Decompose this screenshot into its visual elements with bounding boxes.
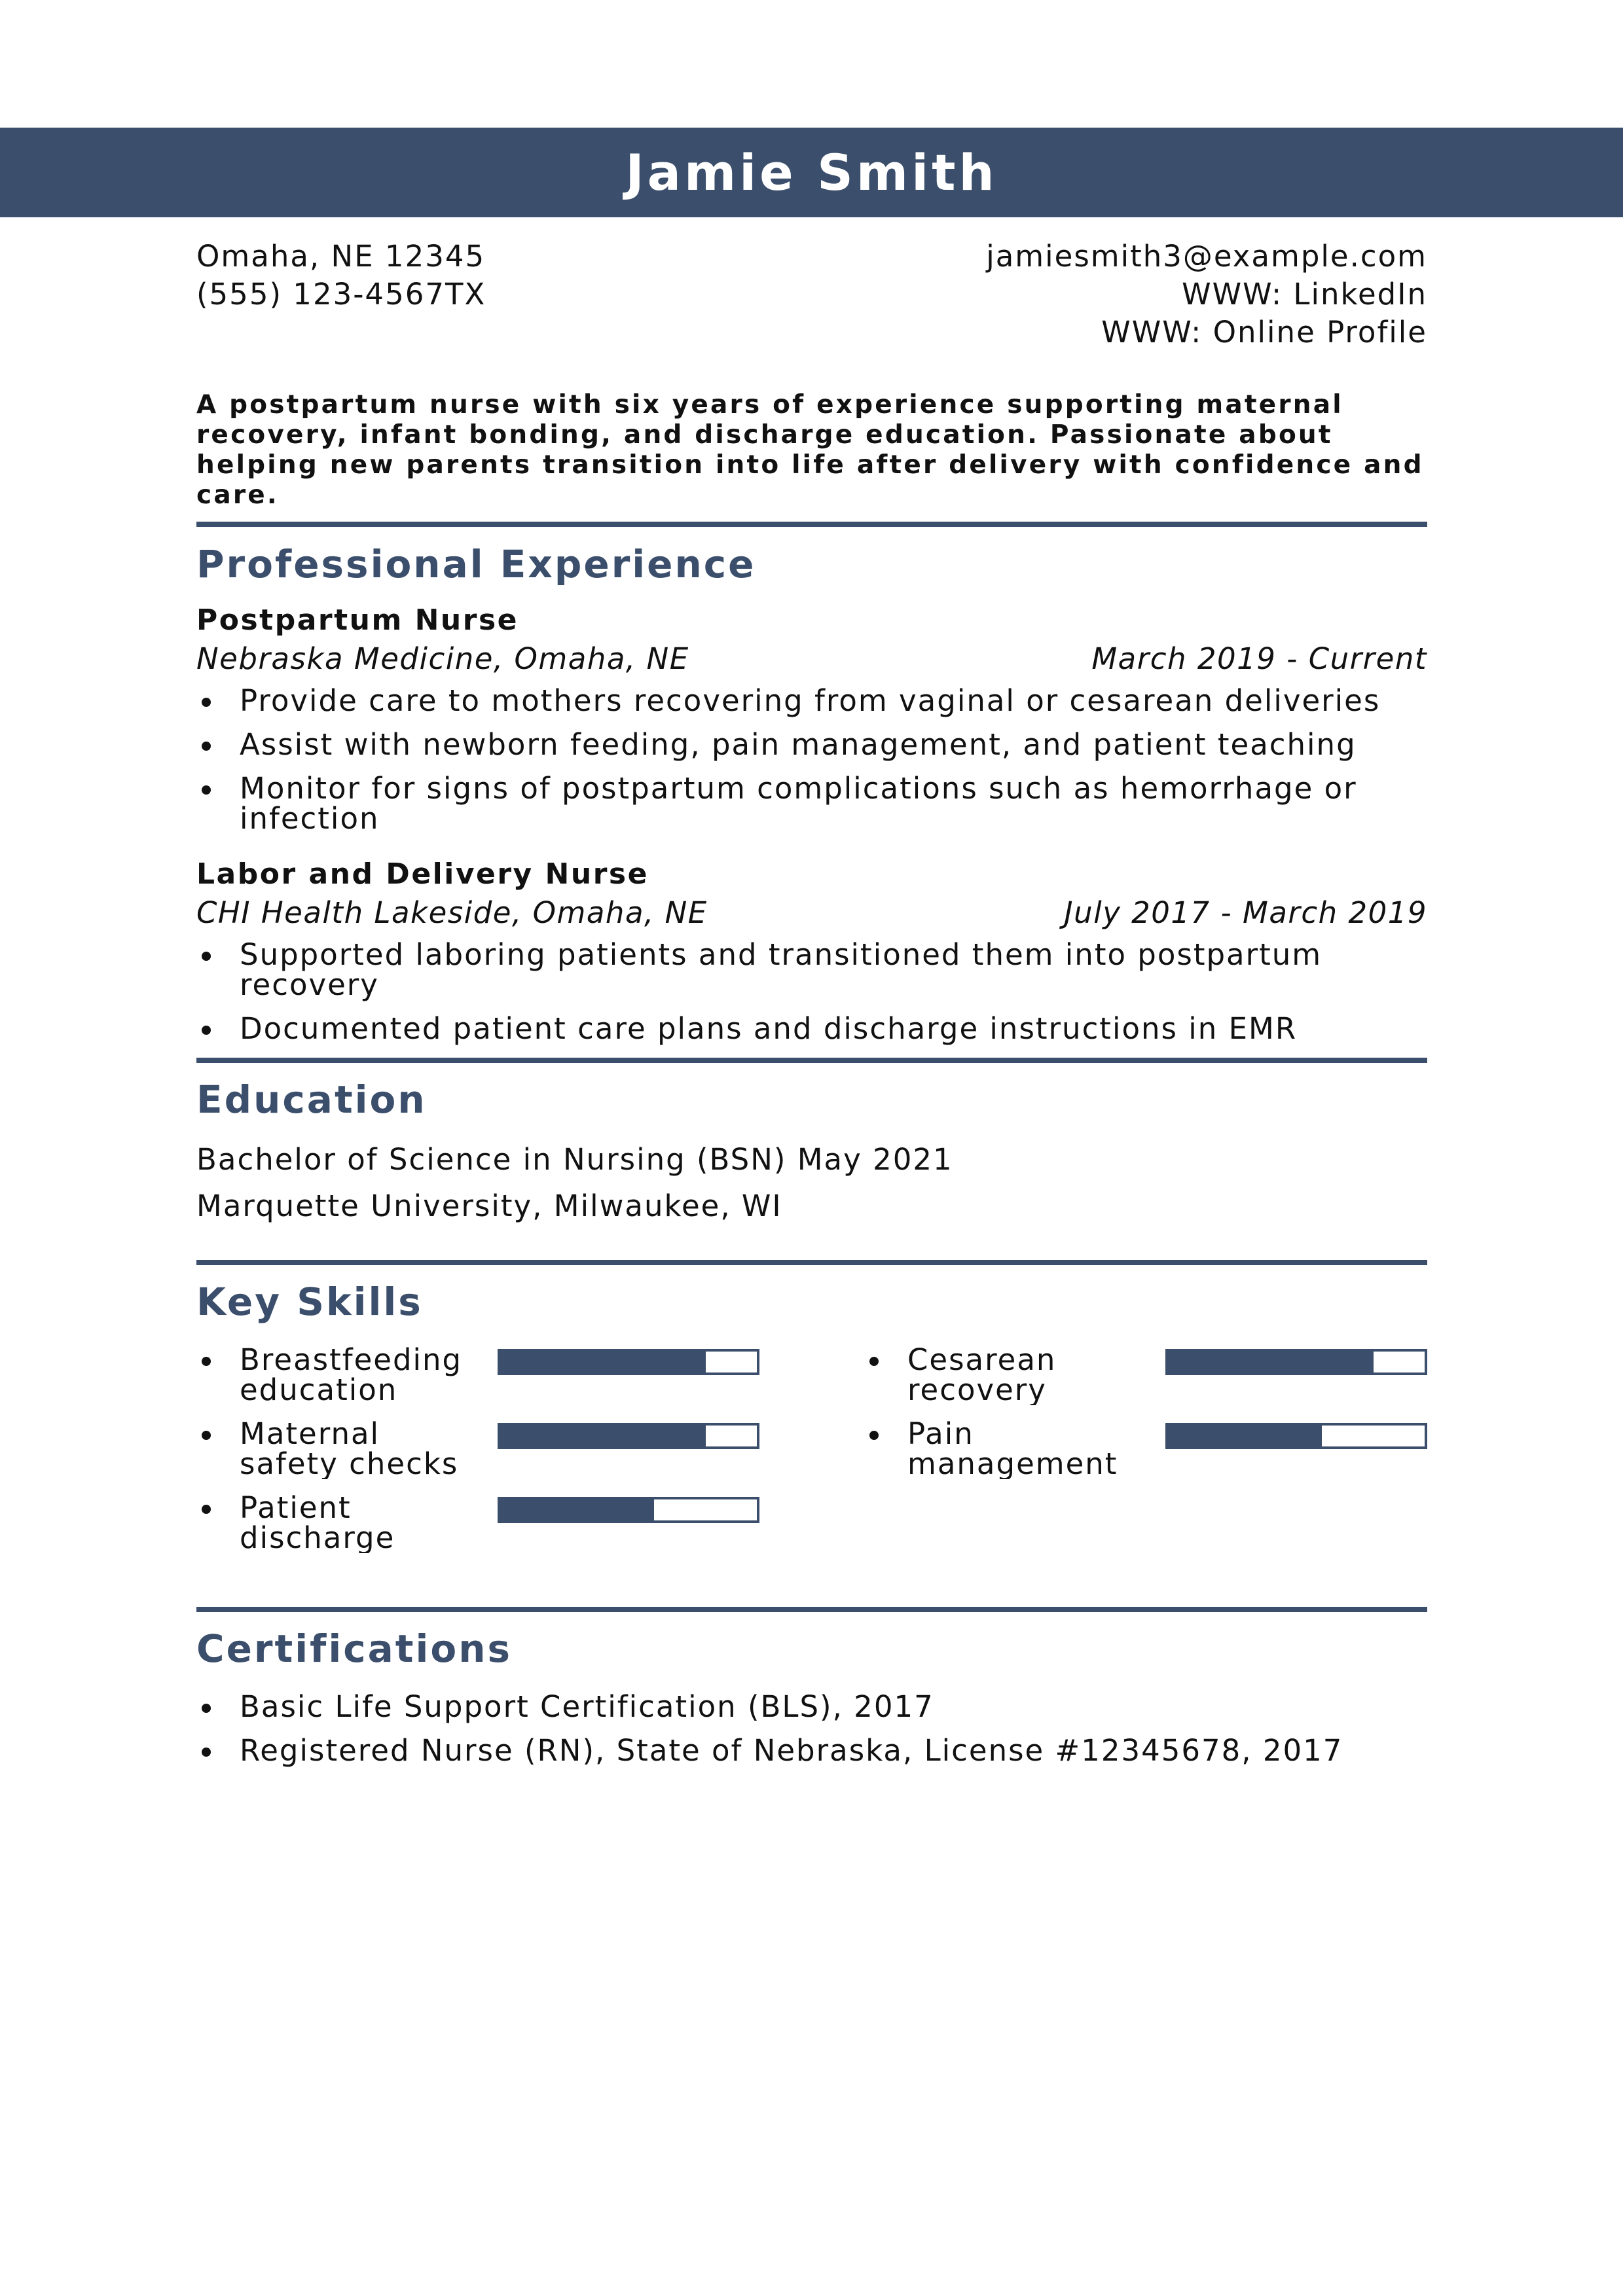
job-entry xyxy=(196,857,1427,1058)
skill-level-fill xyxy=(1168,1426,1322,1446)
skill-name: Patient discharge xyxy=(240,1493,395,1553)
skill-name: Breastfeeding education xyxy=(240,1345,463,1405)
section-title-certifications: Certifications xyxy=(196,1626,513,1671)
contact-block xyxy=(196,239,1427,353)
job-title: Labor and Delivery Nurse xyxy=(196,857,649,891)
skill-name: Pain management xyxy=(907,1419,1118,1479)
skill-level-bar xyxy=(1165,1349,1427,1375)
skill-level-fill xyxy=(500,1426,706,1446)
skill-level-bar xyxy=(498,1349,759,1375)
candidate-name: Jamie Smith xyxy=(625,143,998,202)
list-item: Registered Nurse (RN), State of Nebraska, License #12345678, 2017 xyxy=(196,1736,1427,1766)
section-title-experience: Professional Experience xyxy=(196,542,756,586)
job-organization: Nebraska Medicine, Omaha, NE xyxy=(196,641,689,676)
list-item: Provide care to mothers recovering from vaginal or cesarean deliveries xyxy=(196,686,1427,716)
summary: A postpartum nurse with six years of experience supporting maternal recovery, infant bonding, and discharge education. Passionate about helping new parents transition into life after delivery with confidence and care. xyxy=(196,390,1424,510)
list-item: Supported laboring patients and transitioned them into postpartum recovery xyxy=(196,940,1427,1000)
job-subtitle xyxy=(196,641,1427,686)
job-dates: July 2017 - March 2019 xyxy=(1064,895,1427,930)
section-title-skills: Key Skills xyxy=(196,1280,423,1324)
job-organization: CHI Health Lakeside, Omaha, NE xyxy=(196,895,708,930)
section-divider xyxy=(196,1607,1427,1612)
phone: (555) 123-4567TX xyxy=(196,277,486,312)
bullet-dot xyxy=(202,1431,211,1440)
job-bullets xyxy=(196,937,1427,1046)
header-banner xyxy=(0,128,1623,217)
certifications-list xyxy=(196,1689,1427,1780)
skill-level-bar xyxy=(1165,1423,1427,1449)
bullet-dot xyxy=(869,1357,879,1366)
job-dates: March 2019 - Current xyxy=(1091,641,1427,676)
skill-name: Cesarean recovery xyxy=(907,1345,1057,1405)
skill-level-fill xyxy=(500,1499,654,1520)
bullet-dot xyxy=(202,1505,211,1514)
list-item: Assist with newborn feeding, pain management, and patient teaching xyxy=(196,730,1427,760)
skill-item xyxy=(864,1419,1427,1491)
skill-item xyxy=(196,1345,759,1417)
bullet-dot xyxy=(202,1357,211,1366)
list-item: Basic Life Support Certification (BLS), 2017 xyxy=(196,1692,1427,1722)
skill-level-fill xyxy=(1168,1352,1374,1372)
job-subtitle xyxy=(196,895,1427,940)
online-profile-link[interactable]: WWW: Online Profile xyxy=(1101,315,1427,350)
linkedin-link[interactable]: WWW: LinkedIn xyxy=(1182,277,1427,312)
skill-item xyxy=(196,1419,759,1491)
education-degree: Bachelor of Science in Nursing (BSN) May 2021 xyxy=(196,1142,953,1177)
bullet-dot xyxy=(869,1431,879,1440)
skill-item xyxy=(864,1345,1427,1417)
job-title: Postpartum Nurse xyxy=(196,603,519,637)
address: Omaha, NE 12345 xyxy=(196,239,486,274)
email-link[interactable]: jamiesmith3@example.com xyxy=(986,239,1427,274)
skill-level-fill xyxy=(500,1352,706,1372)
section-title-education: Education xyxy=(196,1077,427,1122)
skill-level-bar xyxy=(498,1423,759,1449)
section-divider xyxy=(196,1058,1427,1063)
job-entry xyxy=(196,603,1427,848)
list-item: Documented patient care plans and discharge instructions in EMR xyxy=(196,1014,1427,1044)
skill-name: Maternal safety checks xyxy=(240,1419,459,1479)
job-bullets xyxy=(196,683,1427,836)
section-divider xyxy=(196,522,1427,527)
skill-level-bar xyxy=(498,1497,759,1523)
skill-item xyxy=(196,1493,759,1565)
list-item: Monitor for signs of postpartum complications such as hemorrhage or infection xyxy=(196,774,1427,834)
education-school: Marquette University, Milwaukee, WI xyxy=(196,1189,782,1223)
section-divider xyxy=(196,1260,1427,1265)
